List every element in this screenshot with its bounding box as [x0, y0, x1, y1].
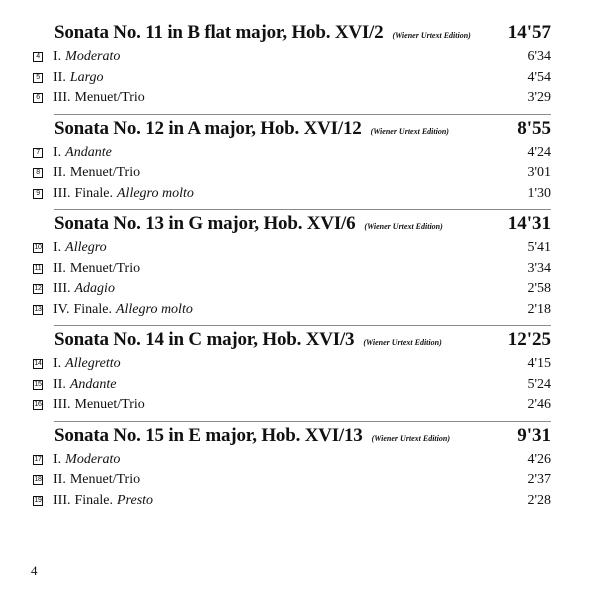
movement-number: II. [53, 376, 66, 392]
sonata-title: Sonata No. 15 in E major, Hob. XVI/13 [54, 424, 363, 446]
sonata-section [33, 209, 551, 320]
track-number-box: 13 [34, 305, 42, 313]
track-row [33, 259, 551, 280]
track-row [33, 395, 551, 416]
track-duration: 2'58 [527, 281, 551, 297]
track-row [33, 450, 551, 471]
movement-number: III. [53, 90, 71, 106]
edition-note: (Wiener Urtext Edition) [371, 433, 450, 443]
movement-name: Allegro [65, 240, 107, 256]
movement-name: Andante [65, 144, 112, 160]
movement-name: Adagio [74, 281, 115, 297]
track-duration: 5'41 [527, 240, 551, 256]
track-duration: 4'54 [527, 69, 551, 85]
sonata-duration: 14'57 [507, 22, 551, 43]
movement-number: I. [53, 451, 62, 467]
movement-number: II. [53, 165, 66, 181]
movement-number: I. [53, 144, 62, 160]
movement-number: I. [53, 356, 62, 372]
track-row [33, 279, 551, 300]
sonata-heading [33, 118, 551, 143]
movement-number: I. [53, 49, 62, 65]
movement-number: III. [53, 492, 71, 508]
section-divider [54, 325, 551, 326]
movement-prefix: Finale. [74, 185, 113, 201]
movement-name: Allegro molto [117, 185, 194, 201]
track-duration: 2'18 [527, 301, 551, 317]
sonata-section [33, 22, 551, 109]
sonata-heading [33, 329, 551, 354]
movement-name: Presto [117, 492, 154, 508]
track-number-box: 15 [34, 380, 42, 388]
track-list [33, 354, 551, 416]
sonata-heading [33, 425, 551, 450]
track-row [33, 88, 551, 109]
sonata-duration: 8'55 [517, 117, 551, 139]
sonata-duration: 14'31 [507, 213, 551, 234]
track-row [33, 375, 551, 396]
track-list [33, 47, 551, 109]
track-number-box: 12 [34, 285, 42, 293]
track-duration: 6'34 [527, 49, 551, 65]
track-duration: 4'26 [527, 451, 551, 467]
track-number-box: 5 [33, 73, 43, 83]
track-duration: 4'15 [527, 356, 551, 372]
track-row [33, 300, 551, 321]
movement-name: Menuet/Trio [74, 397, 145, 413]
sonata-section [33, 114, 551, 205]
movement-prefix: Finale. [74, 492, 113, 508]
sonata-section [33, 421, 551, 512]
movement-number: III. [53, 397, 71, 413]
movement-name: Moderato [65, 451, 121, 467]
movement-name: Largo [69, 69, 104, 85]
track-list [33, 238, 551, 320]
movement-number: I. [53, 240, 62, 256]
sonata-title: Sonata No. 13 in G major, Hob. XVI/6 [54, 213, 356, 234]
movement-number: III. [53, 281, 71, 297]
movement-number: II. [53, 260, 66, 276]
track-duration: 2'46 [527, 397, 551, 413]
track-duration: 4'24 [527, 144, 551, 160]
track-row [33, 184, 551, 205]
sonata-heading [33, 22, 551, 47]
track-row [33, 47, 551, 68]
track-number-box: 17 [34, 455, 42, 463]
track-number-box: 18 [34, 476, 42, 484]
movement-name: Allegretto [65, 356, 121, 372]
sonata-title: Sonata No. 12 in A major, Hob. XVI/12 [54, 117, 362, 139]
track-duration: 3'29 [527, 90, 551, 106]
movement-number: II. [53, 69, 66, 85]
sonata-duration: 12'25 [507, 329, 551, 350]
edition-note: (Wiener Urtext Edition) [370, 126, 449, 136]
track-duration: 2'37 [527, 472, 551, 488]
movement-number: II. [53, 472, 66, 488]
movement-name: Moderato [65, 49, 121, 65]
movement-name: Andante [69, 376, 117, 392]
movement-name: Allegro molto [115, 301, 193, 317]
movement-name: Menuet/Trio [69, 165, 141, 181]
movement-name: Menuet/Trio [74, 90, 145, 106]
track-number-box: 9 [33, 189, 43, 199]
track-duration: 2'28 [527, 492, 551, 508]
track-row [33, 470, 551, 491]
track-duration: 3'01 [527, 165, 551, 181]
section-divider [54, 114, 551, 115]
track-row [33, 238, 551, 259]
movement-prefix: Finale. [73, 301, 112, 317]
sonata-heading [33, 213, 551, 238]
track-number-box: 11 [34, 264, 42, 272]
track-number-box: 6 [33, 93, 43, 103]
track-number-box: 4 [33, 52, 43, 62]
track-list [33, 450, 551, 512]
movement-name: Menuet/Trio [69, 472, 141, 488]
track-duration: 3'34 [527, 260, 551, 276]
edition-note: (Wiener Urtext Edition) [392, 31, 471, 40]
track-row [33, 491, 551, 512]
track-list [33, 143, 551, 205]
edition-note: (Wiener Urtext Edition) [363, 338, 442, 347]
track-row [33, 143, 551, 164]
sonata-section [33, 325, 551, 416]
edition-note: (Wiener Urtext Edition) [364, 222, 443, 231]
track-number-box: 10 [34, 244, 42, 252]
movement-number: IV. [53, 301, 70, 317]
movement-name: Menuet/Trio [69, 260, 141, 276]
track-number-box: 19 [34, 496, 42, 504]
sonata-title: Sonata No. 14 in C major, Hob. XVI/3 [54, 329, 355, 350]
movement-number: III. [53, 185, 71, 201]
section-divider [54, 421, 551, 422]
track-row [33, 68, 551, 89]
track-number-box: 16 [34, 401, 42, 409]
track-number-box: 7 [33, 148, 43, 158]
track-number-box: 14 [34, 360, 42, 368]
track-row [33, 163, 551, 184]
track-duration: 1'30 [527, 185, 551, 201]
sonata-title: Sonata No. 11 in B flat major, Hob. XVI/2 [54, 22, 384, 43]
track-number-box: 8 [33, 168, 43, 178]
section-divider [54, 209, 551, 210]
track-listing [33, 22, 551, 511]
sonata-duration: 9'31 [517, 424, 551, 446]
track-row [33, 354, 551, 375]
page-number: 4 [31, 563, 38, 578]
track-duration: 5'24 [527, 376, 551, 392]
